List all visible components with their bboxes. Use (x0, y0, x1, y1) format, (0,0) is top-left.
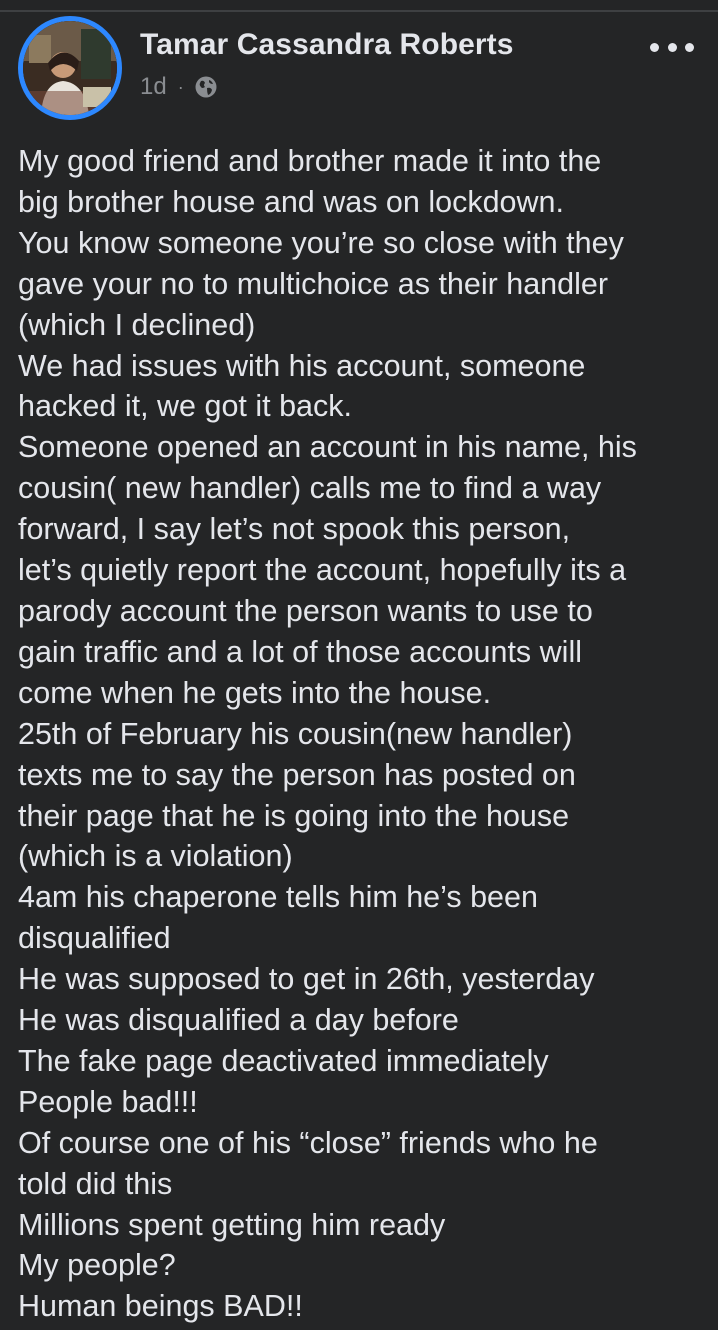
post-text-line: My people? (18, 1248, 176, 1283)
post-text-line: big brother house and was on lockdown. (18, 184, 564, 219)
avatar[interactable] (18, 16, 122, 120)
post-text-line: let’s quietly report the account, hopefully its a (18, 553, 627, 588)
post-text (18, 141, 708, 1327)
post-text-line: come when he gets into the house. (18, 675, 492, 710)
post-text-line: their page that he is going into the house (18, 798, 570, 833)
post-text-line: Of course one of his “close” friends who he (18, 1125, 598, 1160)
post-text-line: Millions spent getting him ready (18, 1207, 446, 1242)
post-text-line: cousin( new handler) calls me to find a way (18, 471, 602, 506)
post-text-line: parody account the person wants to use to (18, 593, 593, 628)
post-text-line: disqualified (18, 921, 171, 956)
more-options-icon-dot (685, 43, 694, 52)
meta-separator: · (177, 76, 184, 97)
post-text-line: (which is a violation) (18, 839, 293, 874)
more-options-icon-dot (668, 43, 677, 52)
more-options-icon-dot (650, 43, 659, 52)
post-text-line: People bad!!! (18, 1084, 198, 1119)
author-name[interactable]: Tamar Cassandra Roberts (140, 28, 514, 61)
top-divider (0, 10, 718, 12)
post-text-line: 25th of February his cousin(new handler) (18, 716, 573, 751)
post-text-line: 4am his chaperone tells him he’s been (18, 880, 538, 915)
post-text-line: Someone opened an account in his name, his (18, 430, 637, 465)
avatar-photo (23, 21, 117, 115)
post-text-line: He was disqualified a day before (18, 1003, 459, 1038)
post-text-line: gave your no to multichoice as their handler (18, 266, 608, 301)
post-timestamp[interactable]: 1d (140, 73, 167, 100)
post-text-line: The fake page deactivated immediately (18, 1043, 549, 1078)
more-options-button[interactable] (650, 34, 694, 60)
post-text-line: Human beings BAD!! (18, 1289, 303, 1324)
post-text-line: (which I declined) (18, 307, 256, 342)
post-text-line: My good friend and brother made it into the (18, 144, 602, 178)
post-text-line: He was supposed to get in 26th, yesterday (18, 962, 595, 997)
post-text-line: You know someone you’re so close with they (18, 225, 624, 260)
post-text-line: We had issues with his account, someone (18, 348, 586, 383)
post-text-line: hacked it, we got it back. (18, 389, 352, 424)
post-text-line: gain traffic and a lot of those accounts will (18, 634, 583, 669)
globe-icon (194, 75, 218, 99)
post-text-line: forward, I say let’s not spook this person, (18, 512, 571, 547)
post-meta (140, 72, 218, 102)
post-text-line: texts me to say the person has posted on (18, 757, 576, 792)
post-text-line: told did this (18, 1166, 173, 1201)
